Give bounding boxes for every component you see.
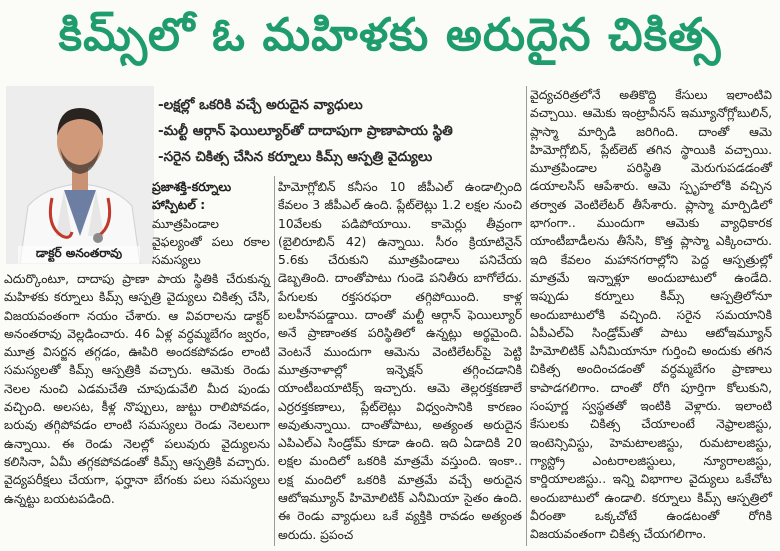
column-1-body bbox=[4, 270, 270, 508]
highlight-item: -మల్టీ ఆర్గాన్ ఫెయిల్యూర్‌తో దాదాపుగా ప్రాణాపాయ స్థితి bbox=[158, 123, 453, 139]
highlight-item: -సరైన చికిత్స చేసిన కర్నూలు కిమ్స్ ఆస్పత్రి వైద్యులు bbox=[158, 149, 433, 165]
highlights-list bbox=[158, 92, 528, 170]
dateline: ప్రజాశక్తి-కర్నూలు హాస్పిటల్ : bbox=[152, 180, 232, 213]
column-3-text: వైద్యచరిత్రలోనే అతికొద్ది కేసులు ఇలాంటివి వచ్చాయి. ఆమెకు ఇంట్రావీనస్ ఇమ్యూనోగ్లోబులిన్, ప్లాస్మా మార్పిడి జరిగింది. దాంతో ఆమె హిమోగ్లోబిన్, ప్లేట్‌లెట్ తగిన స్థాయికి వచ్చాయి. మూత్రపిండాల పరిస్థితి మెరుగుపడడంతో డయాలసిస్ ఆపేశారు. ఆమె స్పృహలోకి వచ్చిన తర్వాత వెంటిలేటర్ తీసేశారు. ప్లాస్మా మార్పిడిలో భాగంగా.. ముందుగా ఆమెకు వ్యాధికారక యాంటీబాడీలను తీసేసి, కొత్త ప్లాస్మా ఎక్కించారు. ఇది కేవలం మహానగరాల్లోని పెద్ద ఆస్పత్రుల్లో మాత్రమే ఇన్నాళ్లూ అందుబాటులో ఉండేది. ఇప్పుడు కర్నూలు కిమ్స్ ఆస్పత్రిలోనూ అందుబాటులోకి వచ్చింది. సరైన సమయానికి ఏపీఎల్ఏ సిండ్రోమ్‌తో పాటు ఆటోఇమ్యూన్ హిమోలిటిక్ ఎనీమియానూ గుర్తించి అందుకు తగిన చికిత్స అందించడంతో వర్ధమ్మబేగం ప్రాణాలు కాపాడగలిగాం. దాంతో రోగి పూర్తిగా కోలుకుని, సంపూర్ణ స్వస్థతతో ఇంటికి వెళ్లారు. ఇలాంటి కేసులకు చికిత్స చేయాలంటే నెఫ్రాలజిస్టు, ఇంటెన్సివిస్టు, హెమటాలజిస్టు, రుమటాలజిస్టు, గ్యాస్ట్రో ఎంటరాలజిస్టులు, న్యూరాలజిస్టు, కార్డియాలజిస్టు.. ఇన్ని విభాగాల వైద్యులు ఒకేచోట అందుబాటులో ఉండాలి. కర్నూలు కిమ్స్ ఆస్పత్రిలో వీరంతా ఒక్కచోటే ఉండటంతో రోగికి విజయవంతంగా చికిత్స చేయగలిగాం. bbox=[530, 88, 772, 542]
doctor-photo bbox=[6, 86, 154, 264]
column-divider bbox=[274, 176, 275, 546]
column-1-intro: మూత్రపిండాల వైఫల్యంతో పలు రకాల సమస్యలు bbox=[152, 216, 270, 268]
column-2-text: హిమోగ్లోబిన్ కనీసం 10 జీపీఎల్ ఉండాల్సింది కేవలం 3 జీపీఎల్ ఉంది. ప్లేట్‌లెట్లు 1.2 లక్షల నుంచి 10వేలకు పడిపోయాయి. కామెర్లు తీవ్రంగా (బైలిరూబిన్ 42) ఉన్నాయి. సీరం క్రియాటినైన్ 5.6కు చేరుకుని మూత్రపిండాలు పనిచేయ డెబ్బతింది. దాంతోపాటు గుండె పనితీరు బాగోలేదు. పేగులకు రక్తసరఫరా తగ్గిపోయింది. కాళ్ల బలహీనపడ్డాయి. దాంతో మల్టీ ఆర్గాన్ ఫెయిల్యూర్ అనే ప్రాణాంతక పరిస్థితిలో ఉన్నట్లు అర్థమైంది. వెంటనే ముందుగా ఆమెను వెంటిలేటర్‌పై పెట్టి మూత్రనాళాల్లో ఇన్ఫెక్షన్ తగ్గించడానికి యాంటీబయాటిక్స్ ఇచ్చారు. ఆమె తెల్లరక్తకణాలే ఎర్రరక్తకణాలు, ప్లేట్‌లెట్లు విధ్వంసానికి కారణం అవుతున్నాయి. దాంతోపాటు, అత్యంత అరుదైన ఎపిఎల్ఎ సిండ్రోమ్ కూడా ఉంది. ఇది ఏడాదికి 20 లక్షల మందిలో ఒకరికి మాత్రమే వస్తుంది. ఇంకా.. లక్ష మందిలో ఒకరికి మాత్రమే వచ్చే అరుదైన ఆటోఇమ్యూన్ హిమోలిటిక్ ఎనీమియా సైతం ఉంది. ఈ రెండు వ్యాధులు ఒకే వ్యక్తికి రావడం అత్యంత అరుదు. ప్రపంచ bbox=[278, 180, 522, 542]
highlight-item: -లక్షల్లో ఒకరికి వచ్చే అరుదైన వ్యాధులు bbox=[158, 97, 363, 113]
column-3 bbox=[530, 86, 772, 543]
doctor-portrait-image bbox=[6, 86, 154, 264]
column-1-text: ఎదుర్కొంటూ, దాదాపు ప్రాణా పాయ స్థితికి చేరుకున్న మహిళకు కర్నూలు కిమ్స్ ఆస్పత్రి వైద్యులు చికిత్స చేసి, విజయవంతంగా నయం చేశారు. ఆ వివరాలను డాక్టర్ అనంతరావు వెల్లడించారు. 46 ఏళ్ల వర్ధమ్మబేగం జ్వరం, మూత్ర విసర్జన తగ్గడం, ఊపిరి అందకపోవడం లాంటి సమస్యలతో కిమ్స్ ఆస్పత్రికి వచ్చారు. ఆమెకు రెండు నెలల నుంచి ఎడమచేతి చూపుడువేలి మీద పుండు వచ్చింది. అలసట, కీళ్ల నొప్పులు, జుట్టు రాలిపోవడం, బరువు తగ్గిపోవడం లాంటి సమస్యలు రెండు నెలలుగా ఉన్నాయి. ఈ రెండు నెలల్లో పలువురు వైద్యులను కలిసినా, ఏమీ తగ్గకపోవడంతో కిమ్స్ ఆస్పత్రికి వచ్చారు. వైద్యపరీక్షలు చేయగా, ఫర్హానా బేగంకు పలు సమస్యలు ఉన్నట్టు బయటపడింది. bbox=[4, 272, 270, 506]
photo-caption: డాక్టర్ అనంతరావు bbox=[18, 246, 140, 264]
column-divider bbox=[526, 86, 527, 546]
column-1-top bbox=[152, 178, 270, 269]
headline: కిమ్స్‌లో ఓ మహిళకు అరుదైన చికిత్స bbox=[58, 8, 722, 61]
column-2 bbox=[278, 178, 522, 544]
